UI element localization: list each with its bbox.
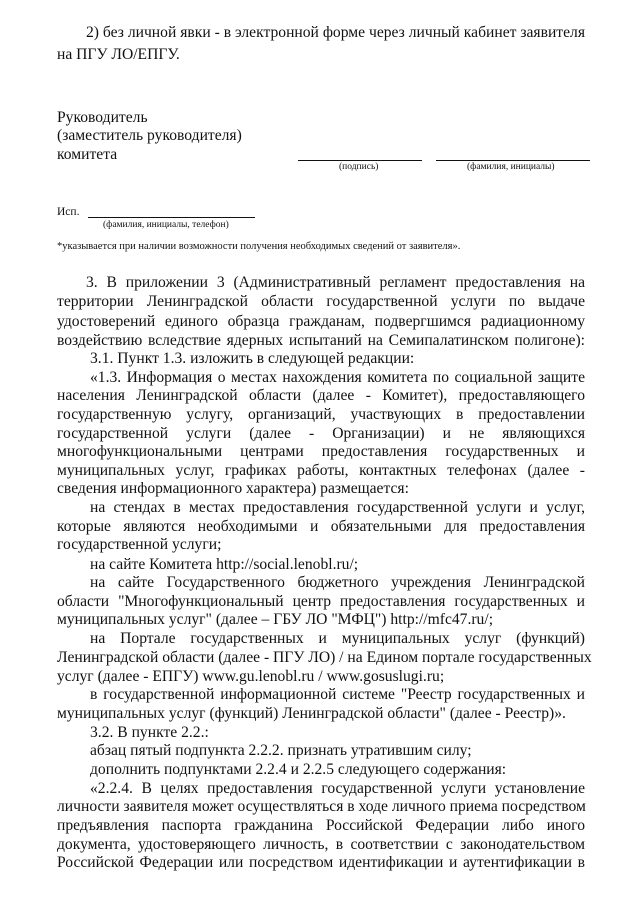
text-line: государственной услуги; [57, 536, 222, 553]
text-line: 3. В приложении 3 (Административный регламент предоставления на [86, 274, 585, 291]
signature-line [298, 160, 422, 161]
executor-label: Исп. [57, 206, 80, 218]
text-line: территории Ленинградской области государственной услуги по выдаче [57, 293, 585, 310]
text-line: которые являются необходимыми и обязательными для предоставления [57, 518, 585, 535]
text-line: муниципальных услуг" (далее – ГБУ ЛО "МФЦ") http://mfc47.ru/; [57, 611, 494, 628]
executor-caption: (фамилия, инициалы, телефон) [103, 220, 229, 230]
text-line: Российской Федерации или посредством идентификации и аутентификации в [57, 854, 585, 871]
signature-title: комитета [57, 146, 118, 163]
text-line: дополнить подпунктами 2.2.4 и 2.2.5 следующего содержания: [90, 761, 507, 778]
text-line: на стендах в местах предоставления государственной услуги и услуг, [90, 499, 585, 516]
text-line: многофункциональными центрами предоставления государственных и [57, 443, 585, 460]
text-line: муниципальных услуг, графиках работы, контактных телефонах (далее - [57, 462, 585, 479]
text-line: на ПГУ ЛО/ЕПГУ. [57, 46, 180, 63]
signature-caption: (подпись) [339, 162, 379, 172]
signature-title: (заместитель руководителя) [57, 127, 242, 144]
text-line: 3.1. Пункт 1.3. изложить в следующей редакции: [90, 350, 415, 367]
name-line [436, 160, 590, 161]
text-line: личности заявителя может осуществляться в ходе личного приема посредством [57, 798, 586, 815]
footnote: *указывается при наличии возможности получения необходимых сведений от заявителя». [57, 241, 461, 252]
signature-title: Руководитель [57, 109, 148, 126]
text-line: удостоверений единого образца гражданам, подвергшимся радиационному [57, 313, 585, 330]
text-line: «2.2.4. В целях предоставления государственной услуги установление [90, 780, 585, 797]
text-line: Ленинградской области (далее - ПГУ ЛО) / на Едином портале государственных [57, 649, 592, 666]
text-line: на сайте Комитета http://social.lenobl.ru/; [90, 556, 359, 573]
text-line: сведения информационного характера) размещается: [57, 480, 409, 497]
executor-line [88, 217, 255, 218]
name-caption: (фамилия, инициалы) [467, 162, 555, 172]
text-line: 2) без личной явки - в электронной форме через личный кабинет заявителя [86, 24, 585, 41]
text-line: абзац пятый подпункта 2.2.2. признать утратившим силу; [90, 742, 472, 759]
text-line: 3.2. В пункте 2.2.: [90, 724, 209, 741]
text-line: в государственной информационной системе "Реестр государственных и [90, 686, 585, 703]
text-line: государственной услуги (далее - Организации) и не являющихся [57, 425, 585, 442]
text-line: документа, удостоверяющего личность, в соответствии с законодательством [57, 836, 585, 853]
text-line: области "Многофункциональный центр предоставления государственных и [57, 593, 585, 610]
text-line: предъявления паспорта гражданина Российской Федерации либо иного [57, 817, 585, 834]
text-line: населения Ленинградской области (далее - Комитет), предоставляющего [57, 387, 585, 404]
text-line: на Портале государственных и муниципальных услуг (функций) [90, 630, 585, 647]
text-line: услуг (далее - ЕПГУ) www.gu.lenobl.ru / www.gosuslugi.ru; [57, 668, 445, 685]
text-line: «1.3. Информация о местах нахождения комитета по социальной защите [90, 369, 585, 386]
text-line: муниципальных услуг (функций) Ленинградской области" (далее - Реестр)». [57, 705, 566, 722]
text-line: государственную услугу, организаций, участвующих в предоставлении [57, 406, 585, 423]
text-line: на сайте Государственного бюджетного учреждения Ленинградской [90, 574, 585, 591]
text-line: воздействию вследствие ядерных испытаний на Семипалатинском полигоне): [57, 332, 585, 349]
